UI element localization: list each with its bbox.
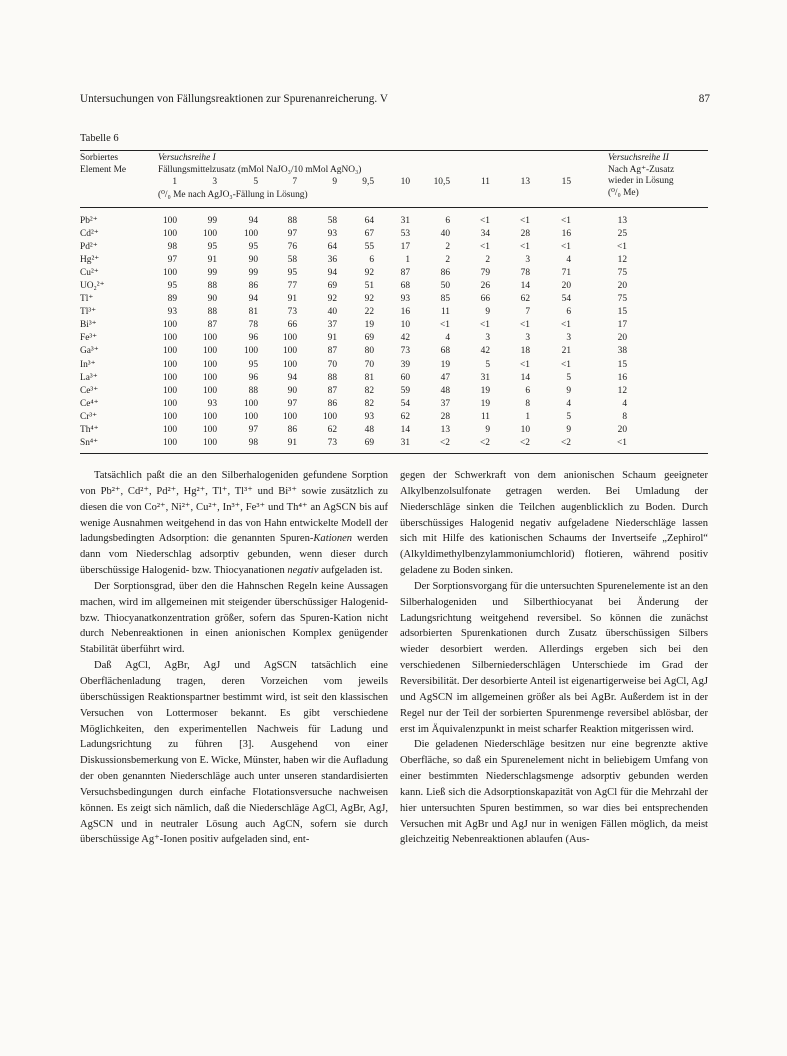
- series1-head: [158, 153, 361, 176]
- table-caption: Tabelle 6: [80, 133, 119, 144]
- table-cell: 67: [364, 229, 374, 240]
- element-symbol: Th⁴⁺: [80, 424, 99, 435]
- right-paragraph-1: gegen der Schwerkraft von dem anionischen Schaum geeigneter Alkylbenzolsulfonate getragen werden. Bei Umladung der Niederschläge sinken die Teilchen augenblicklich zu Boden. Durch überschüssiges Halogenid negativ aufgeladene Niederschläge lassen sich mit Hilfe des kationischen Schaums der Invertseife „Zephirol“ (Alkyldimethylbenzylammoniumchlorid) flotieren, während positiv geladene zu Boden sinken.: [400, 470, 708, 577]
- table-cell: 73: [327, 437, 337, 448]
- element-symbol: La³⁺: [80, 372, 98, 383]
- table-cell: 86: [440, 268, 450, 279]
- table-cell: 95: [167, 281, 177, 292]
- element-symbol: Hg²⁺: [80, 255, 100, 266]
- table-cell: <2: [520, 437, 530, 448]
- table-cell: 20: [617, 424, 627, 435]
- table-cell: <1: [440, 320, 450, 331]
- table-cell: 80: [364, 346, 374, 357]
- table-row: [80, 215, 627, 228]
- row-head-line1: Sorbiertes: [80, 153, 119, 163]
- data-table: [80, 215, 627, 450]
- table-cell: 4: [622, 398, 627, 409]
- table-row: [80, 267, 627, 280]
- table-cell: 86: [327, 398, 337, 409]
- table-cell: 62: [400, 411, 410, 422]
- table-cell: 93: [400, 294, 410, 305]
- table-cell: 68: [400, 281, 410, 292]
- table-cell: 100: [162, 333, 177, 344]
- table-cell: 88: [207, 281, 217, 292]
- table-cell: 97: [248, 424, 258, 435]
- table-cell: 91: [287, 437, 297, 448]
- table-cell: 88: [207, 307, 217, 318]
- table-cell: 75: [617, 294, 627, 305]
- table-cell: 100: [282, 346, 297, 357]
- table-cell: 89: [167, 294, 177, 305]
- table-cell: 100: [162, 216, 177, 226]
- table-cell: 19: [440, 359, 450, 370]
- element-symbol: UO₂²⁺: [80, 281, 105, 292]
- table-cell: 14: [400, 424, 410, 435]
- column-value-7: 10,5: [433, 177, 450, 187]
- table-cell: 3: [525, 333, 530, 344]
- table-cell: 98: [248, 437, 258, 448]
- table-cell: 58: [327, 216, 337, 226]
- table-cell: 92: [327, 294, 337, 305]
- table-cell: 19: [480, 398, 490, 409]
- table-cell: 10: [400, 320, 410, 331]
- table-cell: 19: [364, 320, 374, 331]
- table-cell: 51: [364, 281, 374, 292]
- table-cell: <1: [480, 242, 490, 253]
- column-value-9: 13: [520, 177, 530, 187]
- series2-title: Versuchsreihe II: [608, 153, 669, 163]
- table-cell: 10: [520, 424, 530, 435]
- table-cell: 1: [525, 411, 530, 422]
- table-cell: 64: [327, 242, 337, 253]
- table-cell: 12: [617, 255, 627, 266]
- table-cell: 7: [525, 307, 530, 318]
- table-cell: 37: [440, 398, 450, 409]
- table-cell: 28: [440, 411, 450, 422]
- table-cell: 93: [364, 411, 374, 422]
- table-cell: <1: [561, 320, 571, 331]
- table-cell: 36: [327, 255, 337, 266]
- table-cell: 50: [440, 281, 450, 292]
- table-cell: 78: [248, 320, 258, 331]
- table-cell: 62: [520, 294, 530, 305]
- table-cell: 6: [566, 307, 571, 318]
- element-symbol: Tl³⁺: [80, 307, 97, 318]
- table-cell: 42: [480, 346, 490, 357]
- table-cell: 20: [617, 281, 627, 292]
- table-bottom-rule: [80, 453, 708, 454]
- table-cell: 100: [282, 411, 297, 422]
- table-cell: 39: [400, 359, 410, 370]
- table-cell: 73: [287, 307, 297, 318]
- column-value-3: 7: [292, 177, 297, 187]
- table-cell: 91: [327, 333, 337, 344]
- table-cell: 53: [400, 229, 410, 240]
- element-symbol: Fe³⁺: [80, 333, 98, 344]
- element-symbol: In³⁺: [80, 359, 96, 370]
- table-cell: 31: [400, 437, 410, 448]
- table-cell: 69: [364, 437, 374, 448]
- table-cell: 100: [202, 411, 217, 422]
- series1-sub: Fällungsmittelzusatz (mMol NaJO₃/10 mMol AgNO₃): [158, 164, 362, 175]
- table-cell: 17: [617, 320, 627, 331]
- running-head: [80, 93, 710, 105]
- element-symbol: Pd²⁺: [80, 242, 98, 253]
- right-paragraph-2: Der Sorptionsvorgang für die untersuchten Spurenelemente ist an den Silberhalogeniden und Silberthiocyanat bei Änderung der Ladungsrichtung weitgehend reversibel. So können die zunächst adsorbierten Spurenkationen durch Zusatz überschüssigen Silbers wieder desorbiert werden. Allerdings ergeben sich bei den verschiedenen Silberniederschlägen Unterschiede im Grad der Reversibilität. Der desorbierte Anteil ist eigenartigerweise bei AgCl, AgJ und AgSCN im allgemeinen größer als bei AgBr. Außerdem ist in der Regel nur der Teil der sorbierten Spurenmenge reversibel ablösbar, der erst im Äquivalenzpunkt in meist scharfer Reaktion mitgerissen wird.: [400, 580, 708, 735]
- table-cell: 37: [327, 320, 337, 331]
- table-cell: 94: [248, 216, 258, 226]
- table-cell: 77: [287, 281, 297, 292]
- column-value-2: 5: [253, 177, 258, 187]
- table-cell: 100: [322, 411, 337, 422]
- table-cell: 93: [327, 229, 337, 240]
- table-cell: 73: [400, 346, 410, 357]
- table-cell: 81: [364, 372, 374, 383]
- row-head-line2: Element Me: [80, 164, 127, 175]
- table-cell: 94: [287, 372, 297, 383]
- table-cell: 38: [617, 346, 627, 357]
- table-cell: 4: [566, 398, 571, 409]
- table-cell: 25: [617, 229, 627, 240]
- element-symbol: Sn⁴⁺: [80, 437, 99, 448]
- table-cell: 54: [400, 398, 410, 409]
- table-cell: 47: [440, 372, 450, 383]
- table-cell: 71: [561, 268, 571, 279]
- page-number: 87: [698, 93, 710, 105]
- table-cell: 31: [400, 216, 410, 226]
- table-cell: 11: [440, 307, 450, 318]
- table-cell: 48: [364, 424, 374, 435]
- table-cell: 14: [520, 372, 530, 383]
- table-cell: 97: [287, 229, 297, 240]
- table-row: [80, 228, 627, 241]
- table-cell: 58: [287, 255, 297, 266]
- table-cell: 1: [405, 255, 410, 266]
- table-cell: 100: [202, 346, 217, 357]
- table-cell: 93: [167, 307, 177, 318]
- table-cell: 86: [248, 281, 258, 292]
- table-cell: <1: [561, 216, 571, 226]
- table-cell: 87: [327, 346, 337, 357]
- table-cell: 87: [327, 385, 337, 396]
- table-cell: 100: [162, 359, 177, 370]
- table-cell: 8: [525, 398, 530, 409]
- table-cell: <1: [520, 320, 530, 331]
- table-cell: <1: [617, 242, 627, 253]
- table-row: [80, 241, 627, 254]
- table-top-rule: [80, 150, 708, 151]
- table-cell: 14: [520, 281, 530, 292]
- table-cell: 79: [480, 268, 490, 279]
- table-cell: <1: [480, 320, 490, 331]
- column-value-5: 9,5: [362, 177, 374, 187]
- table-cell: 95: [248, 359, 258, 370]
- table-cell: 82: [364, 385, 374, 396]
- table-cell: 85: [440, 294, 450, 305]
- table-cell: 76: [287, 242, 297, 253]
- table-cell: 15: [617, 307, 627, 318]
- table-cell: <1: [617, 437, 627, 448]
- table-cell: 100: [243, 398, 258, 409]
- table-cell: 6: [445, 216, 450, 226]
- table-cell: 70: [364, 359, 374, 370]
- right-paragraph-3: Die geladenen Niederschläge besitzen nur eine begrenzte aktive Oberfläche, so daß ein Spurenelement nicht in beliebigem Umfang von einer bestimmten Niederschlagsmenge adsorptiv gebunden werden kann. Ließ sich die Adsorptionskapazität von AgCl für die Mehrzahl der hier untersuchten Spuren bestimmen, so war dies bei entsprechenden Versuchen mit AgBr und AgJ nur in wenigen Fällen möglich, da meist gleichzeitig Nebenreaktionen ablaufen (Aus-: [400, 739, 708, 846]
- table-cell: 9: [566, 424, 571, 435]
- table-cell: 98: [167, 242, 177, 253]
- table-cell: 15: [617, 359, 627, 370]
- table-cell: 88: [248, 385, 258, 396]
- table-cell: 100: [202, 385, 217, 396]
- table-cell: 86: [287, 424, 297, 435]
- table-cell: 11: [480, 411, 490, 422]
- table-cell: 88: [287, 216, 297, 226]
- left-paragraph-2: Der Sorptionsgrad, über den die Hahnschen Regeln keine Aussagen machen, wird im allgemeinen mit steigender überschüssiger Halogenid- bzw. Thiocyanatkonzentration größer, sofern das Spuren-Kation nicht durch Nebenreaktionen in einen anionischen Komplex genügender Stabilität überführt wird.: [80, 580, 388, 656]
- table-cell: 40: [440, 229, 450, 240]
- table-cell: 3: [525, 255, 530, 266]
- element-symbol: Pb²⁺: [80, 216, 98, 226]
- table-cell: 97: [167, 255, 177, 266]
- column-value-0: 1: [172, 177, 177, 187]
- element-symbol: Ce⁴⁺: [80, 398, 99, 409]
- table-row: [80, 411, 627, 424]
- table-cell: 78: [520, 268, 530, 279]
- table-cell: 12: [617, 385, 627, 396]
- table-cell: 91: [287, 294, 297, 305]
- column-value-6: 10: [400, 177, 410, 187]
- row-head: [80, 153, 126, 176]
- table-cell: 4: [566, 255, 571, 266]
- table-cell: 13: [440, 424, 450, 435]
- table-cell: 90: [287, 385, 297, 396]
- element-symbol: Ga³⁺: [80, 346, 99, 357]
- table-cell: 87: [400, 268, 410, 279]
- table-cell: 26: [480, 281, 490, 292]
- table-cell: 66: [480, 294, 490, 305]
- running-title: Untersuchungen von Fällungsreaktionen zur Spurenanreicherung. V: [80, 93, 389, 105]
- table-cell: 5: [566, 372, 571, 383]
- table-cell: 13: [617, 216, 627, 226]
- table-cell: 87: [207, 320, 217, 331]
- table-row: [80, 345, 627, 358]
- table-row: [80, 437, 627, 450]
- table-cell: 34: [480, 229, 490, 240]
- column-value-1: 3: [212, 177, 217, 187]
- table-cell: 4: [445, 333, 450, 344]
- element-symbol: Bi³⁺: [80, 320, 97, 331]
- table-cell: 3: [566, 333, 571, 344]
- table-cell: 17: [400, 242, 410, 253]
- table-cell: 8: [622, 411, 627, 422]
- table-cell: 31: [480, 372, 490, 383]
- table-cell: 5: [485, 359, 490, 370]
- table-cell: 6: [369, 255, 374, 266]
- table-cell: 55: [364, 242, 374, 253]
- table-cell: 92: [364, 268, 374, 279]
- table-row: [80, 372, 627, 385]
- table-cell: 100: [162, 411, 177, 422]
- table-cell: <1: [520, 359, 530, 370]
- table-cell: 16: [400, 307, 410, 318]
- table-cell: 94: [248, 294, 258, 305]
- element-symbol: Ce³⁺: [80, 385, 99, 396]
- table-cell: 100: [202, 333, 217, 344]
- series2-line2: Nach Ag⁺-Zusatz: [608, 164, 675, 175]
- table-cell: 100: [162, 424, 177, 435]
- left-paragraph-1: Tatsächlich paßt die an den Silberhalogeniden gefundene Sorption von Pb²⁺, Cd²⁺, Pd²⁺, Hg²⁺, Tl⁺, Tl³⁺ und Bi³⁺ sowie zusätzlich zu diesen die von Co²⁺, Ni²⁺, Cu²⁺, In³⁺, Fe³⁺ und Th⁴⁺ an AgSCN bis auf wenige Ausnahmen weitgehend in das von Hahn entwickelte Modell der ladungsbedingten Adsorption: die genannten Spuren-Kationen werden dann vom Niederschlag adsorptiv gebunden, wenn dieser durch überschüssige Halogenid- bzw. Thiocyanationen negativ aufgeladen ist.: [80, 470, 388, 577]
- table-cell: 69: [364, 333, 374, 344]
- table-cell: 100: [162, 372, 177, 383]
- table-row: [80, 319, 627, 332]
- table-row: [80, 424, 627, 437]
- table-cell: 100: [162, 346, 177, 357]
- table-row: [80, 254, 627, 267]
- table-cell: 16: [617, 372, 627, 383]
- element-symbol: Cd²⁺: [80, 229, 99, 240]
- table-cell: 60: [400, 372, 410, 383]
- table-cell: 68: [440, 346, 450, 357]
- column-value-4: 9: [332, 177, 337, 187]
- table-cell: 59: [400, 385, 410, 396]
- table-cell: 20: [561, 281, 571, 292]
- table-cell: 99: [207, 268, 217, 279]
- table-cell: 70: [327, 359, 337, 370]
- table-cell: 100: [162, 320, 177, 331]
- table-cell: 2: [485, 255, 490, 266]
- table-row: [80, 306, 627, 319]
- element-symbol: Tl⁺: [80, 294, 94, 305]
- table-cell: 69: [327, 281, 337, 292]
- table-cell: 100: [202, 424, 217, 435]
- table-cell: 97: [287, 398, 297, 409]
- table-cell: 9: [485, 424, 490, 435]
- table-cell: 95: [207, 242, 217, 253]
- table-cell: 100: [162, 268, 177, 279]
- table-cell: 5: [566, 411, 571, 422]
- table-cell: 6: [525, 385, 530, 396]
- column-value-10: 15: [561, 177, 571, 187]
- table-cell: 19: [480, 385, 490, 396]
- table-cell: 100: [282, 359, 297, 370]
- table-cell: 81: [248, 307, 258, 318]
- table-cell: 64: [364, 216, 374, 226]
- element-symbol: Cr³⁺: [80, 411, 98, 422]
- table-row: [80, 332, 627, 345]
- table-cell: 100: [202, 359, 217, 370]
- table-cell: <2: [440, 437, 450, 448]
- table-cell: 100: [202, 437, 217, 448]
- table-cell: 90: [248, 255, 258, 266]
- table-cell: 92: [364, 294, 374, 305]
- series2-line3: wieder in Lösung: [608, 176, 674, 186]
- table-cell: 95: [287, 268, 297, 279]
- table-cell: <1: [561, 359, 571, 370]
- table-cell: 93: [207, 398, 217, 409]
- left-column: [80, 468, 388, 848]
- table-cell: <2: [561, 437, 571, 448]
- table-cell: 48: [440, 385, 450, 396]
- table-cell: <1: [561, 242, 571, 253]
- table-cell: 22: [364, 307, 374, 318]
- table-cell: 21: [561, 346, 571, 357]
- table-head-rule: [80, 207, 708, 208]
- table-cell: 66: [287, 320, 297, 331]
- series1-unit: (⁰/₀ Me nach AgJO₃-Fällung in Lösung): [158, 190, 308, 200]
- table-cell: 40: [327, 307, 337, 318]
- table-cell: 62: [327, 424, 337, 435]
- series2-head: [608, 153, 674, 199]
- table-cell: 54: [561, 294, 571, 305]
- table-row: [80, 385, 627, 398]
- table-cell: 100: [162, 398, 177, 409]
- table-cell: 99: [207, 216, 217, 226]
- table-cell: 100: [282, 333, 297, 344]
- table-cell: 2: [445, 242, 450, 253]
- table-cell: 100: [162, 437, 177, 448]
- table-cell: 100: [162, 385, 177, 396]
- table-cell: 100: [162, 229, 177, 240]
- table-row: [80, 293, 627, 306]
- table-cell: 95: [248, 242, 258, 253]
- table-cell: 82: [364, 398, 374, 409]
- series1-title: Versuchsreihe I: [158, 153, 216, 163]
- table-cell: 2: [445, 255, 450, 266]
- table-cell: 100: [243, 229, 258, 240]
- table-cell: <2: [480, 437, 490, 448]
- table-cell: <1: [520, 216, 530, 226]
- table-cell: 28: [520, 229, 530, 240]
- series2-line4: (⁰/₀ Me): [608, 187, 639, 198]
- table-cell: 90: [207, 294, 217, 305]
- table-cell: 9: [485, 307, 490, 318]
- table-cell: 3: [485, 333, 490, 344]
- table-cell: 75: [617, 268, 627, 279]
- table-cell: 91: [207, 255, 217, 266]
- table-cell: 100: [243, 411, 258, 422]
- table-cell: 100: [243, 346, 258, 357]
- table-cell: 18: [520, 346, 530, 357]
- table-cell: 100: [202, 372, 217, 383]
- table-row: [80, 280, 627, 293]
- table-cell: 42: [400, 333, 410, 344]
- table-cell: 96: [248, 372, 258, 383]
- table-cell: 20: [617, 333, 627, 344]
- table-row: [80, 359, 627, 372]
- column-value-8: 11: [480, 177, 490, 187]
- table-cell: 16: [561, 229, 571, 240]
- table-cell: <1: [520, 242, 530, 253]
- table-cell: 9: [566, 385, 571, 396]
- element-symbol: Cu²⁺: [80, 268, 99, 279]
- right-column: [400, 468, 708, 848]
- table-cell: <1: [480, 216, 490, 226]
- table-cell: 96: [248, 333, 258, 344]
- table-cell: 88: [327, 372, 337, 383]
- table-cell: 100: [202, 229, 217, 240]
- table-cell: 94: [327, 268, 337, 279]
- table-row: [80, 398, 627, 411]
- left-paragraph-3: Daß AgCl, AgBr, AgJ und AgSCN tatsächlich eine Oberflächenladung tragen, deren Vorzeichen vom jeweils überschüssigen Reaktionspartner bestimmt wird, ist seit den klassischen Versuchen von Lottermoser bekannt. Es gibt verschiedene Möglichkeiten, den experimentellen Nachweis für Ladung und Ladungsrichtung zu führen [3]. Ausgehend von einer Diskussionsbemerkung von E. Wicke, Münster, haben wir die Aufladung der oben genannten Niederschläge auch unter unseren standardisierten Versuchsbedingungen durch einfache Flotationsversuche nachweisen können. Es zeigt sich nämlich, daß die Niederschläge AgCl, AgBr, AgJ, AgSCN und in neutraler Lösung auch AgCN, sofern sie durch überschüssige Ag⁺-Ionen positiv aufgeladen sind, ent-: [80, 660, 388, 846]
- table-cell: 99: [248, 268, 258, 279]
